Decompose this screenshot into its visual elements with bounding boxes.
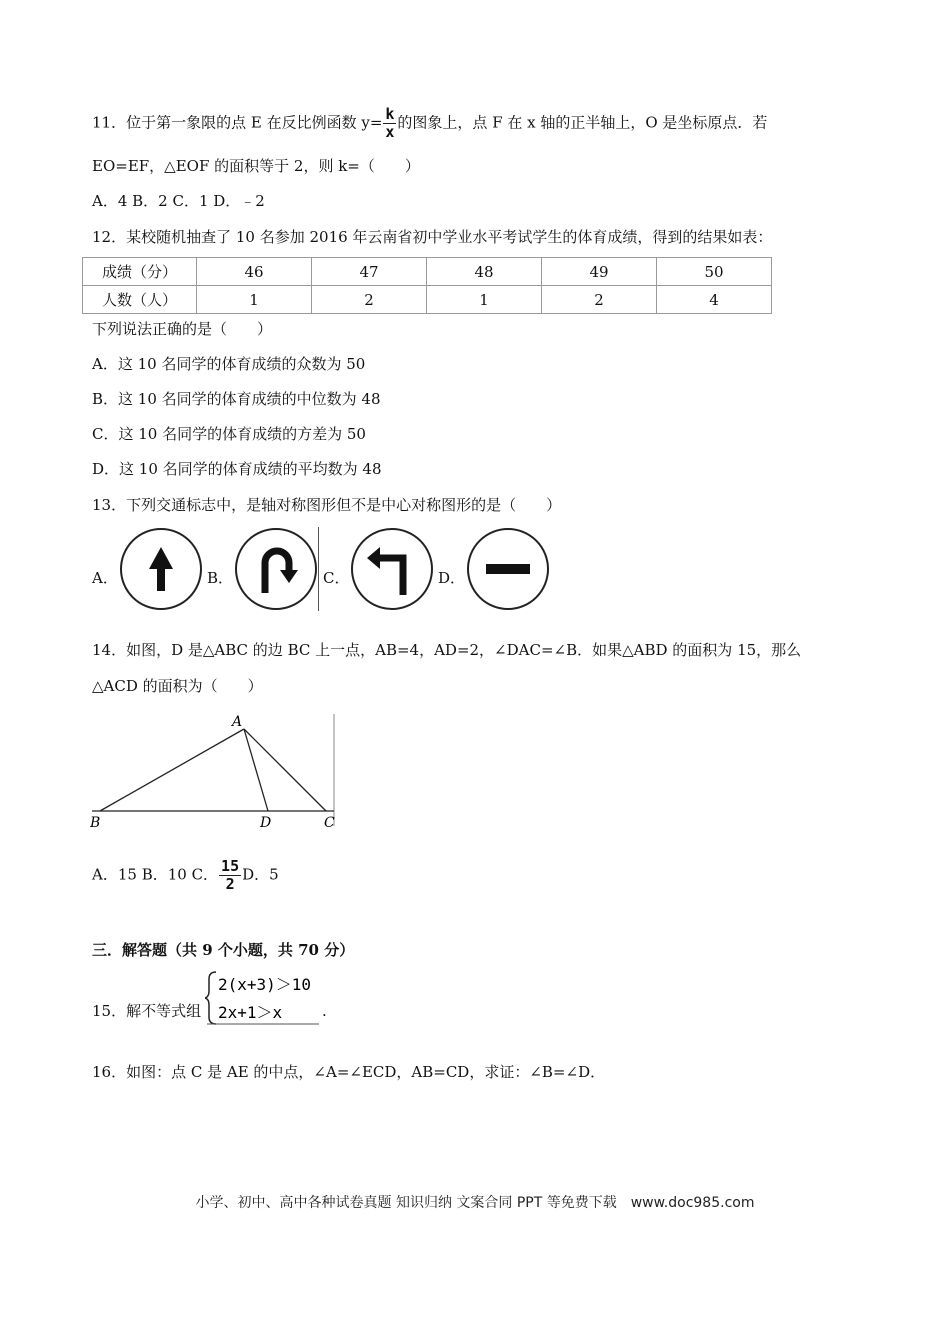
q14-options-b: D．5 [242, 865, 279, 884]
q14-options-a: A．15 B．10 C． [92, 865, 219, 884]
inequality-system [205, 970, 321, 1026]
label-c: C [324, 815, 335, 830]
table-row [83, 258, 772, 286]
table-cell: 47 [312, 258, 427, 286]
table-header-score: 成绩（分） [83, 258, 197, 286]
q14-frac-den: 2 [225, 875, 235, 893]
left-turn-sign-icon [349, 527, 435, 611]
q11-line2: EO=EF，△EOF 的面积等于 2，则 k=（ ） [92, 157, 420, 175]
q11-text-b: 的图象上，点 F 在 x 轴的正半轴上，O 是坐标原点．若 [397, 113, 768, 132]
inequality-2: 2x+1＞x [218, 1003, 283, 1022]
triangle-abc-figure [90, 714, 338, 830]
q13-label-b: B． [207, 569, 234, 587]
table-header-count: 人数（人） [83, 286, 197, 314]
q11-line1 [92, 106, 767, 141]
q13-label-c: C． [323, 569, 350, 587]
q12-stem: 12．某校随机抽查了 10 名参加 2016 年云南省初中学业水平考试学生的体育成绩，得到的结果如表： [92, 228, 773, 246]
table-cell: 46 [197, 258, 312, 286]
up-arrow-sign-icon [118, 527, 204, 611]
q16-text: 16．如图：点 C 是 AE 的中点，∠A=∠ECD，AB=CD，求证：∠B=∠D． [92, 1063, 606, 1081]
label-a: A [232, 714, 243, 730]
table-cell: 1 [197, 286, 312, 314]
q14-line2: △ACD 的面积为（ ） [92, 677, 263, 695]
q13-label-a: A． [92, 569, 118, 587]
q14-line1: 14．如图，D 是△ABC 的边 BC 上一点，AB=4，AD=2，∠DAC=∠B．如果△ABD 的面积为 15，那么 [92, 641, 802, 659]
q11-text-a: 11．位于第一象限的点 E 在反比例函数 y= [92, 113, 383, 132]
no-entry-sign-icon [465, 527, 551, 611]
q15-suffix: . [322, 1002, 327, 1020]
section-title: 三．解答题（共 9 个小题，共 70 分） [92, 941, 355, 959]
q13-stem: 13．下列交通标志中，是轴对称图形但不是中心对称图形的是（ ） [92, 496, 562, 514]
table-cell: 50 [657, 258, 772, 286]
q14-options [92, 858, 279, 893]
divider [318, 527, 319, 611]
q12-option-d: D．这 10 名同学的体育成绩的平均数为 48 [92, 460, 382, 478]
q14-frac-num: 15 [221, 857, 240, 875]
table-cell: 2 [542, 286, 657, 314]
q15-prefix: 15．解不等式组 [92, 1002, 202, 1020]
q12-option-a: A．这 10 名同学的体育成绩的众数为 50 [92, 355, 366, 373]
q11-fraction [383, 106, 396, 141]
q12-score-table [82, 257, 772, 314]
table-cell: 2 [312, 286, 427, 314]
table-cell: 49 [542, 258, 657, 286]
q12-question: 下列说法正确的是（ ） [92, 320, 273, 338]
footer-text: 小学、初中、高中各种试卷真题 知识归纳 文案合同 PPT 等免费下载 www.doc985.com [195, 1195, 755, 1211]
table-cell: 1 [427, 286, 542, 314]
table-cell: 4 [657, 286, 772, 314]
q12-option-b: B．这 10 名同学的体育成绩的中位数为 48 [92, 390, 381, 408]
table-row [83, 286, 772, 314]
q12-option-c: C．这 10 名同学的体育成绩的方差为 50 [92, 425, 366, 443]
q13-label-d: D． [438, 569, 466, 587]
q11-options: A．4 B．2 C．1 D．﹣2 [92, 192, 265, 210]
u-turn-sign-icon [233, 527, 319, 611]
label-d: D [260, 815, 272, 830]
table-cell: 48 [427, 258, 542, 286]
label-b: B [90, 815, 101, 830]
q14-fraction [219, 858, 241, 893]
inequality-1: 2(x+3)＞10 [218, 975, 312, 994]
q11-frac-den: x [385, 123, 395, 141]
q11-frac-num: k [385, 105, 395, 123]
